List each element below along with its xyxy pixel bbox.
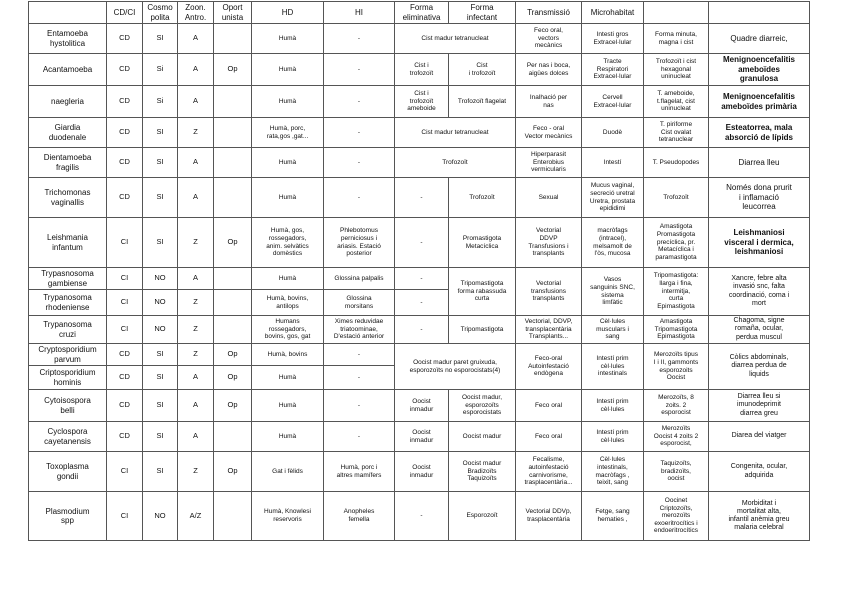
hd-cell: Humà [252,24,324,54]
forma2-cell: Amastigota Promastigota precíclica, pr. Metacíclica i paramastigota [644,218,709,268]
species-cell: Leishmania infantum [29,218,107,268]
zoon-cell: A/Z [178,492,214,541]
clinica-cell: Menignoencefalitis ameboïdes primària [709,86,810,118]
hi-cell: Phlebotomus perniciosus i ariasis. Estació posterior [324,218,395,268]
clinica-cell: Només dona prurit i inflamació leucorrea [709,178,810,218]
infect-cell: Oocist madur [449,422,516,452]
header-row [29,2,810,24]
hi-cell: Glossina palpalis [324,268,395,290]
table-row [29,316,810,344]
cdci-cell: CD [107,148,143,178]
oport-cell: Op [214,390,252,422]
oport-cell: Op [214,344,252,366]
transmissio-cell: Vectorial, DDVP, transplacentària Transplants... [516,316,582,344]
hd-cell: Humà [252,422,324,452]
cosmo-cell: SI [143,218,178,268]
hi-cell: - [324,118,395,148]
hi-cell: Ximes reduvidae triatoominae, D'estació anterior [324,316,395,344]
elim-cell: Oocist inmadur [395,452,449,492]
forma2-cell: Taquizoïts, bradizoïts, oocist [644,452,709,492]
header-cell [29,2,107,24]
cdci-cell: CD [107,118,143,148]
microhabitat-cell: Cèl·lules intestinals, macròfags , teixit, sang [582,452,644,492]
microhabitat-cell: macròfags (intracel), melsamolt de l'òs, mucosa [582,218,644,268]
oport-cell [214,178,252,218]
table-row [29,118,810,148]
oport-cell [214,24,252,54]
elim-cell: - [395,290,449,316]
zoon-cell: A [178,178,214,218]
species-cell: Trypanosoma cruzi [29,316,107,344]
infect-cell: Cist i trofozoït [449,54,516,86]
table-row [29,492,810,541]
forma2-cell: Merozoïts tipus I i II, gammonts esporozoits Oocist [644,344,709,390]
table-row [29,24,810,54]
microhabitat-cell: Intestí prim cèl·lules intestinals [582,344,644,390]
hd-cell: Humà, porc, rata,gos ,gat... [252,118,324,148]
oport-cell [214,148,252,178]
species-cell: Toxoplasma gondii [29,452,107,492]
hd-cell: Humà, bovins [252,344,324,366]
oport-cell: Op [214,366,252,390]
transmissio-cell: Feco - oral Vector mecànics [516,118,582,148]
oport-cell [214,492,252,541]
forma-cell: Oocist madur paret gruixuda, esporozoïts no esporocistats(4) [395,344,516,390]
elim-cell: - [395,316,449,344]
microhabitat-cell: Mucus vaginal, secreció uretral Uretra, prostata epididimi [582,178,644,218]
forma2-cell: Trofozoït i cist hexagonal uninucleat [644,54,709,86]
hd-cell: Humà, bovins, antilops [252,290,324,316]
microhabitat-cell: Cèl·lules musculars i sang [582,316,644,344]
transmissio-cell: Feco oral [516,390,582,422]
cdci-cell: CD [107,24,143,54]
forma-cell: Cist madur tetranucleat [395,24,516,54]
cdci-cell: CI [107,268,143,290]
header-cell: Zoon. Antro. [178,2,214,24]
microhabitat-cell: Duodè [582,118,644,148]
clinica-cell: Diarea del viatger [709,422,810,452]
oport-cell [214,290,252,316]
hd-cell: Humà [252,390,324,422]
forma2-cell: T. Pseudopodes [644,148,709,178]
cdci-cell: CD [107,54,143,86]
infect-cell: Trofozoït [449,178,516,218]
forma2-cell: Merozoïts, 8 zoits. 2 esporocist [644,390,709,422]
elim-cell: Oocist inmadur [395,390,449,422]
cdci-cell: CD [107,390,143,422]
table-row [29,422,810,452]
table-row [29,452,810,492]
hd-cell: Humà [252,86,324,118]
zoon-cell: Z [178,452,214,492]
oport-cell: Op [214,452,252,492]
species-cell: Giardia duodenale [29,118,107,148]
species-cell: Cyclospora cayetanensis [29,422,107,452]
hi-cell: Humà, porc i altres mamífers [324,452,395,492]
microhabitat-cell: Intestí [582,148,644,178]
species-cell: Plasmodium spp [29,492,107,541]
species-cell: Acantamoeba [29,54,107,86]
cosmo-cell: SI [143,366,178,390]
forma-cell: Cist madur tetranucleat [395,118,516,148]
forma2-cell: Tripomastigota: llarga i fina, intermitja, curta Epimastigota [644,268,709,316]
cdci-cell: CD [107,178,143,218]
cdci-cell: CI [107,218,143,268]
microhabitat-cell: Intestí prim cèl·lules [582,390,644,422]
species-cell: Cytoisospora belli [29,390,107,422]
elim-cell: - [395,218,449,268]
elim-cell: - [395,492,449,541]
transmissio-cell: Fecalisme, autoinfestació carnivorisme, trasplacentària... [516,452,582,492]
header-cell: CD/CI [107,2,143,24]
species-cell: Cryptosporidium parvum [29,344,107,366]
forma2-cell: Oocinet Criptozoïts, merozoïts exoeritrocítics i endoeritrocítics [644,492,709,541]
clinica-cell: Chagoma, signe romaña, ocular, perdua muscul [709,316,810,344]
cosmo-cell: SI [143,178,178,218]
cdci-cell: CI [107,492,143,541]
header-cell [709,2,810,24]
hd-cell: Humà [252,148,324,178]
header-cell: Microhabitat [582,2,644,24]
infect-cell: Tripomastigota [449,316,516,344]
species-cell: Trypasnosoma gambiense [29,268,107,290]
transmissio-cell: Sexual [516,178,582,218]
parasite-table [28,1,810,541]
header-cell: Transmissió [516,2,582,24]
zoon-cell: Z [178,316,214,344]
cosmo-cell: NO [143,290,178,316]
forma2-cell: Merozoïts Oocist 4 zoits 2 esporocist, [644,422,709,452]
transmissio-cell: Vectorial transfusions transplants [516,268,582,316]
zoon-cell: Z [178,218,214,268]
clinica-cell: Quadre diarreic, [709,24,810,54]
microhabitat-cell: Tracte Respiratori Extracel·lular [582,54,644,86]
table-row [29,148,810,178]
infect-cell: Promastigota Metacíclica [449,218,516,268]
infect-cell: Trofozoït flagelat [449,86,516,118]
transmissio-cell: Feco oral [516,422,582,452]
hd-cell: Humà, Knowlesi reservoris [252,492,324,541]
table-row [29,54,810,86]
cosmo-cell: SI [143,344,178,366]
species-cell: Trypanosoma rhodeniense [29,290,107,316]
cosmo-cell: NO [143,492,178,541]
microhabitat-cell: Intesti gros Extracel·lular [582,24,644,54]
cosmo-cell: SI [143,390,178,422]
microhabitat-cell: Fetge, sang hematies , [582,492,644,541]
table-row [29,344,810,366]
oport-cell [214,316,252,344]
infect-cell: Oocist madur Bradizoïts Taquizoïts [449,452,516,492]
cdci-cell: CD [107,422,143,452]
hi-cell: - [324,54,395,86]
cosmo-cell: SI [143,24,178,54]
clinica-cell: Còlics abdominals, diarrea perdua de liquids [709,344,810,390]
hi-cell: Anopheles femella [324,492,395,541]
hi-cell: Glossina morsitans [324,290,395,316]
table-row [29,178,810,218]
hi-cell: - [324,366,395,390]
elim-cell: Cist i trofozoït ameboide [395,86,449,118]
transmissio-cell: Hiperparasit Enterobius vermicularis [516,148,582,178]
forma-cell: Trofozoït [395,148,516,178]
infect-cell: Esporozoït [449,492,516,541]
hi-cell: - [324,148,395,178]
cdci-cell: CD [107,366,143,390]
transmissio-cell: Per nas i boca, aigües dolces [516,54,582,86]
table-row [29,268,810,290]
elim-cell: Oocist inmadur [395,422,449,452]
transmissio-cell: Vectorial DDVp, trasplacentària [516,492,582,541]
clinica-cell: Congenita, ocular, adquirida [709,452,810,492]
hd-cell: Humà [252,366,324,390]
header-cell: Forma infectant [449,2,516,24]
clinica-cell: Esteatorrea, mala absorció de lípids [709,118,810,148]
zoon-cell: A [178,390,214,422]
cdci-cell: CD [107,344,143,366]
forma2-cell: Amastigota Tripomastigota Epimastigota [644,316,709,344]
cosmo-cell: Si [143,54,178,86]
header-cell: Oport unista [214,2,252,24]
microhabitat-cell: Cervell Extracel·lular [582,86,644,118]
clinica-cell: Xancre, febre alta invasió snc, falta coordinació, coma i mort [709,268,810,316]
zoon-cell: A [178,148,214,178]
forma2-cell: T. ameboide, t.flagelat, cist uninucleat [644,86,709,118]
cdci-cell: CI [107,316,143,344]
transmissio-cell: Feco oral, vectors mecànics [516,24,582,54]
species-cell: Trichomonas vaginallis [29,178,107,218]
microhabitat-cell: Vasos sanguinis SNC, sistema limfàtic [582,268,644,316]
oport-cell [214,86,252,118]
elim-cell: - [395,268,449,290]
header-cell [644,2,709,24]
infect-cell: Oocist madur, esporozoïts esporocistats [449,390,516,422]
zoon-cell: A [178,24,214,54]
table-row [29,86,810,118]
hi-cell: - [324,178,395,218]
oport-cell [214,118,252,148]
cosmo-cell: Si [143,86,178,118]
hi-cell: - [324,24,395,54]
hd-cell: Humà, gos, rossegadors, anim. selvàtics domèstics [252,218,324,268]
hd-cell: Humà [252,54,324,86]
table-row [29,218,810,268]
zoon-cell: Z [178,290,214,316]
header-cell: HD [252,2,324,24]
elim-cell: Cist i trofozoït [395,54,449,86]
oport-cell: Op [214,54,252,86]
species-cell: Criptosporidium hominis [29,366,107,390]
infect-cell: Tripomastigota forma rabassuda curta [449,268,516,316]
zoon-cell: Z [178,344,214,366]
elim-cell: - [395,178,449,218]
hd-cell: Humà [252,268,324,290]
clinica-cell: Diarrea lleu si imunodeprimit diarrea greu [709,390,810,422]
oport-cell [214,268,252,290]
hi-cell: - [324,390,395,422]
zoon-cell: Z [178,118,214,148]
transmissio-cell: Inalhació per nas [516,86,582,118]
species-cell: Dientamoeba fragilis [29,148,107,178]
oport-cell [214,422,252,452]
header-cell: HI [324,2,395,24]
clinica-cell: Diarrea lleu [709,148,810,178]
zoon-cell: A [178,86,214,118]
transmissio-cell: Vectorial DDVP Transfusions i transplants [516,218,582,268]
forma2-cell: Forma minuta, magna i cist [644,24,709,54]
clinica-cell: Morbiditat i mortalitat alta, infantil anèmia greu malaria celebral [709,492,810,541]
clinica-cell: Menignoencefalitis ameboïdes granulosa [709,54,810,86]
microhabitat-cell: Intestí prim cèl·lules [582,422,644,452]
cosmo-cell: SI [143,118,178,148]
oport-cell: Op [214,218,252,268]
cdci-cell: CD [107,86,143,118]
cosmo-cell: NO [143,316,178,344]
cosmo-cell: SI [143,422,178,452]
forma2-cell: T. piriforme Cist ovalat tetranuclear [644,118,709,148]
cosmo-cell: NO [143,268,178,290]
forma2-cell: Trofozoït [644,178,709,218]
hi-cell: - [324,86,395,118]
hi-cell: - [324,422,395,452]
hd-cell: Gat i fèlids [252,452,324,492]
table-row [29,390,810,422]
cosmo-cell: SI [143,452,178,492]
header-cell: Forma eliminativa [395,2,449,24]
cdci-cell: CI [107,452,143,492]
hd-cell: Humans rossegadors, bovins, gos, gat [252,316,324,344]
cosmo-cell: SI [143,148,178,178]
header-cell: Cosmo polita [143,2,178,24]
hi-cell: - [324,344,395,366]
clinica-cell: Leishmaniosi visceral i dermica, leishmaniosi [709,218,810,268]
transmissio-cell: Feco-oral Autoinfestació endògena [516,344,582,390]
zoon-cell: A [178,366,214,390]
cdci-cell: CI [107,290,143,316]
zoon-cell: A [178,422,214,452]
species-cell: naegleria [29,86,107,118]
zoon-cell: A [178,268,214,290]
species-cell: Entamoeba hystolitica [29,24,107,54]
zoon-cell: A [178,54,214,86]
hd-cell: Humà [252,178,324,218]
